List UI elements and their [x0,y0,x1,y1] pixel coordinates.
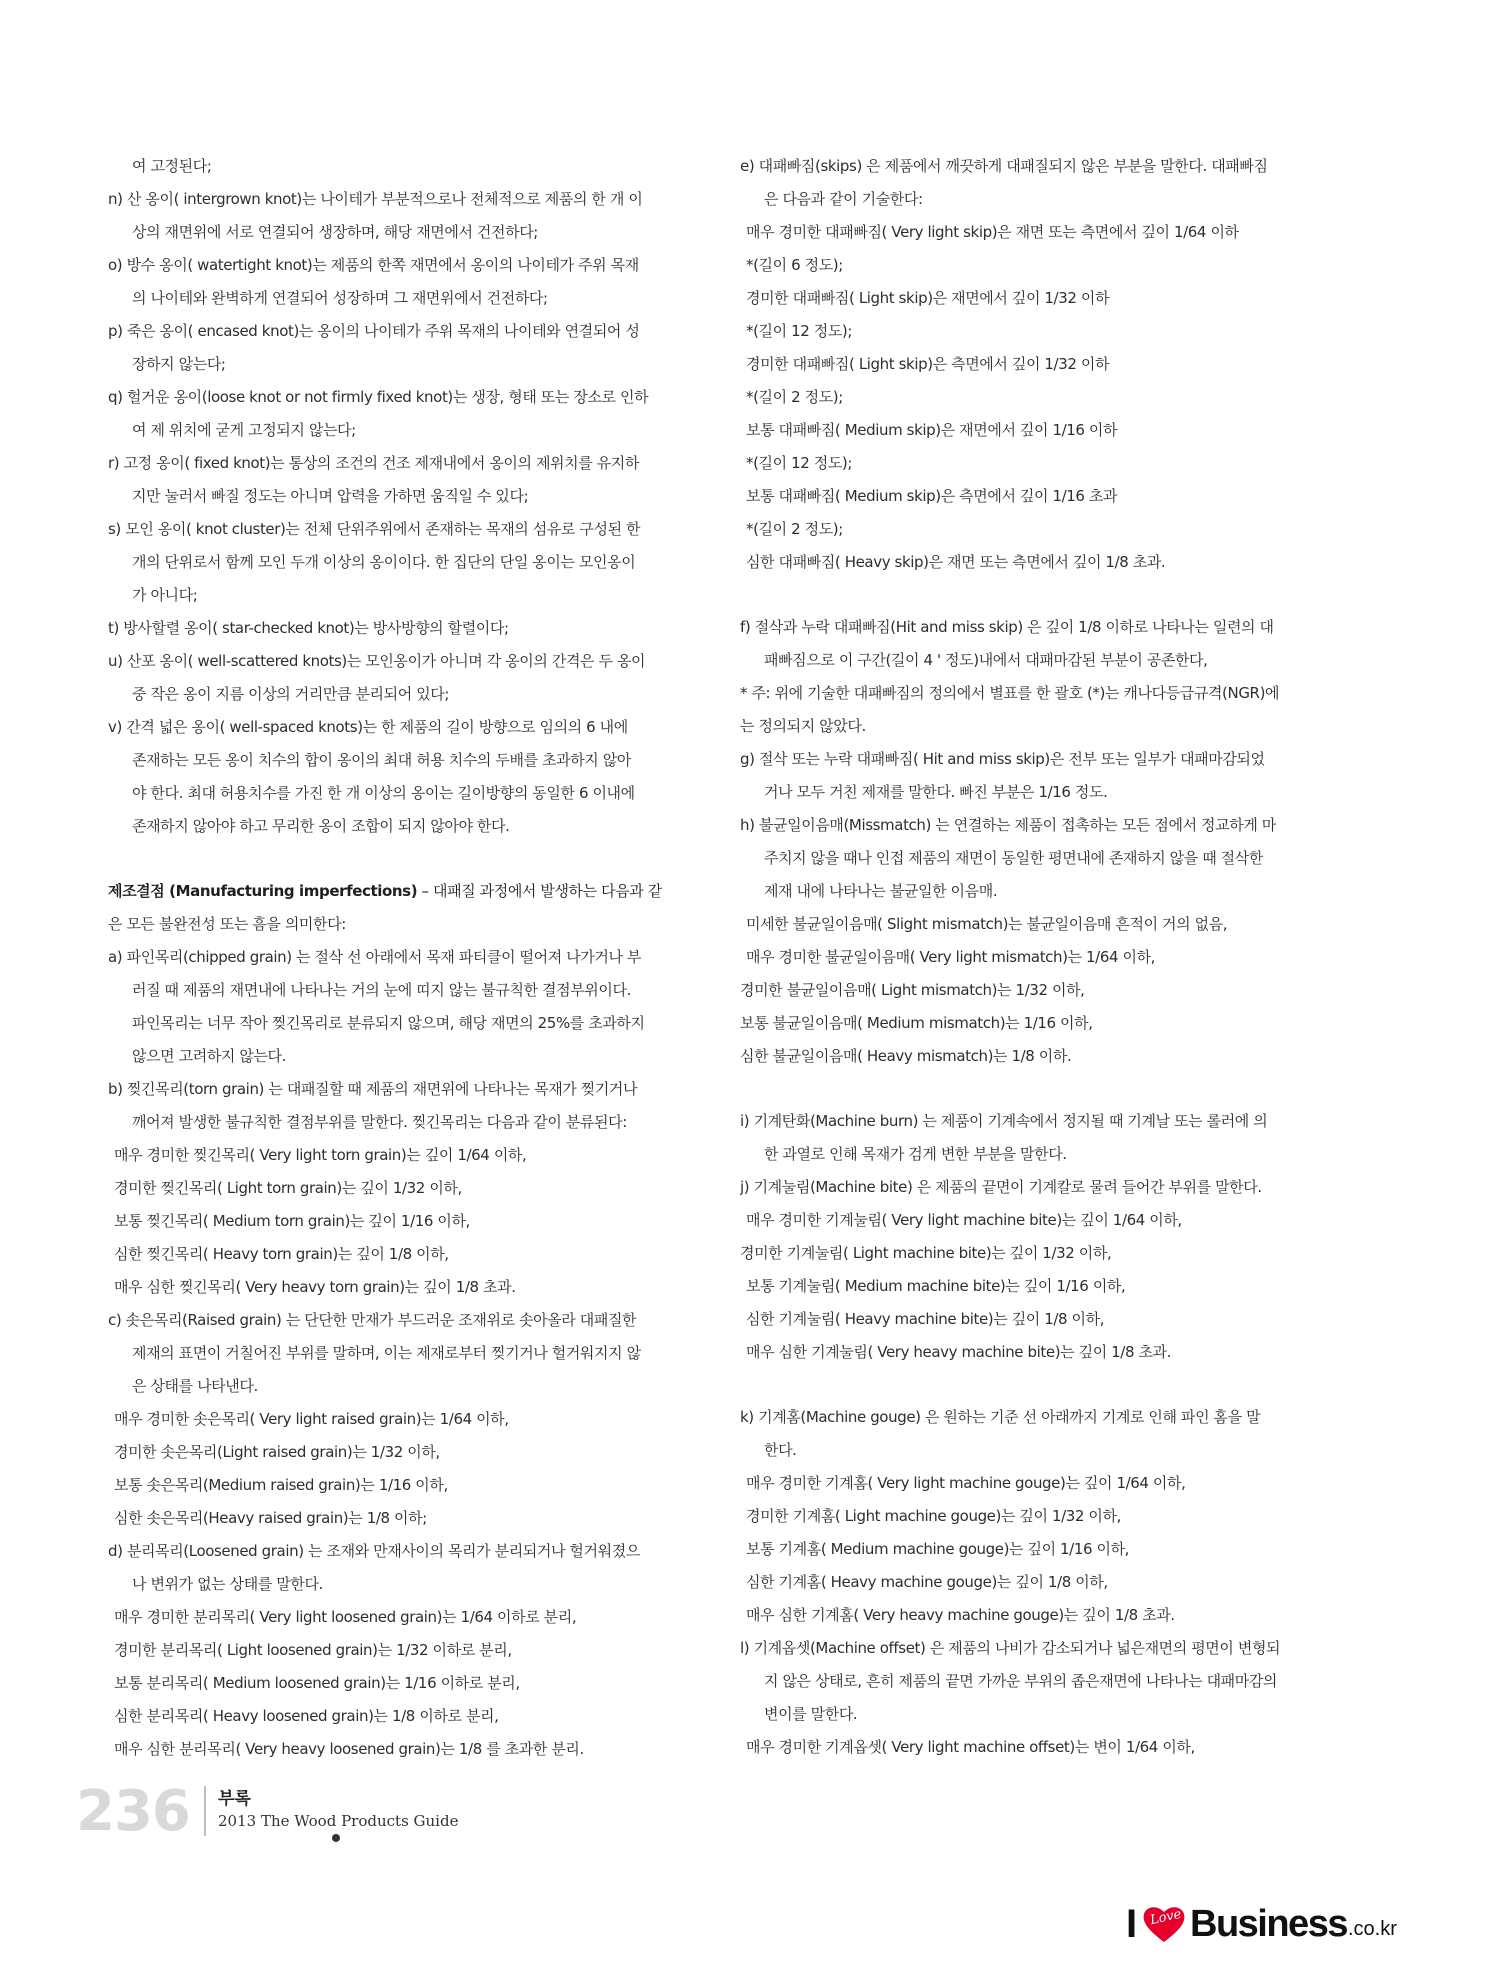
text-line: *(길이 2 정도); [746,520,843,538]
text-line: 상의 재면위에 서로 연결되어 생장하며, 해당 재면에서 건전하다; [132,223,538,241]
text-line: 은 상태를 나타낸다. [132,1377,258,1395]
brand-letter-i: I [1126,1902,1138,1946]
text-line: 보통 솟은목리(Medium raised grain)는 1/16 이하, [114,1476,448,1494]
text-line: 제재 내에 나타나는 불균일한 이음매. [764,882,998,900]
text-line: u) 산포 옹이( well-scattered knots)는 모인옹이가 아니며 각 옹이의 간격은 두 옹이 [108,652,646,670]
text-line: 보통 기계홈( Medium machine gouge)는 깊이 1/16 이하, [746,1540,1130,1558]
text-line: 경미한 불균일이음매( Light mismatch)는 1/32 이하, [740,981,1085,999]
text-line: 한 과열로 인해 목재가 검게 변한 부분을 말한다. [764,1145,1067,1163]
text-line: 패빠짐으로 이 구간(길이 4 ' 정도)내에서 대패마감된 부분이 공존한다, [764,651,1208,669]
text-line: e) 대패빠짐(skips) 은 제품에서 깨끗하게 대패질되지 않은 부분을 말한다. 대패빠짐 [740,157,1268,175]
text-line: 경미한 기계홈( Light machine gouge)는 깊이 1/32 이하, [746,1507,1121,1525]
text-line: h) 불균일이음매(Missmatch) 는 연결하는 제품이 접촉하는 모든 점에서 정교하게 마 [740,816,1276,834]
section-label: 부록 [218,1789,251,1809]
guide-title: 2013 The Wood Products Guide [218,1812,459,1830]
text-line: 가 아니다; [132,586,198,604]
text-line: 심한 찢긴목리( Heavy torn grain)는 깊이 1/8 이하, [114,1245,449,1263]
text-line: 미세한 불균일이음매( Slight mismatch)는 불균일이음매 흔적이 거의 없음, [746,915,1228,933]
text-line: * 주: 위에 기술한 대패빠짐의 정의에서 별표를 한 괄호 (*)는 캐나다등급규격(NGR)에 [740,684,1280,702]
text-line: 심한 대패빠짐( Heavy skip)은 재면 또는 측면에서 깊이 1/8 초과. [746,553,1166,571]
text-line: 보통 찢긴목리( Medium torn grain)는 깊이 1/16 이하, [114,1212,470,1230]
text-line: f) 절삭과 누락 대패빠짐(Hit and miss skip) 은 깊이 1/8 이하로 나타나는 일련의 대 [740,618,1274,636]
text-line: 심한 불균일이음매( Heavy mismatch)는 1/8 이하. [740,1047,1072,1065]
text-line: 지 않은 상태로, 흔히 제품의 끝면 가까운 부위의 좁은재면에 나타나는 대패마감의 [764,1672,1278,1690]
text-line: 매우 경미한 찢긴목리( Very light torn grain)는 깊이 1/64 이하, [114,1146,527,1164]
text-line: 보통 대패빠짐( Medium skip)은 재면에서 깊이 1/16 이하 [746,421,1118,439]
text-line: 깨어져 발생한 불규칙한 결점부위를 말한다. 찢긴목리는 다음과 같이 분류된다: [132,1113,627,1131]
text-line: 은 모든 불완전성 또는 흠을 의미한다: [108,915,346,933]
text-line: r) 고정 옹이( fixed knot)는 통상의 조건의 건조 제재내에서 옹이의 제위치를 유지하 [108,454,639,472]
section-heading-rest: – 대패질 과정에서 발생하는 다음과 같 [417,882,662,900]
text-line: 심한 기계홈( Heavy machine gouge)는 깊이 1/8 이하, [746,1573,1108,1591]
blank-line [108,843,704,875]
section-heading [108,875,704,908]
text-line: 중 작은 옹이 지름 이상의 거리만큼 분리되어 있다; [132,685,450,703]
text-line: 보통 불균일이음매( Medium mismatch)는 1/16 이하, [740,1014,1093,1032]
text-line: g) 절삭 또는 누락 대패빠짐( Hit and miss skip)은 전부 또는 일부가 대패마감되었 [740,750,1265,768]
text-line: t) 방사할렬 옹이( star-checked knot)는 방사방향의 할렬이다; [108,619,509,637]
text-line: *(길이 2 정도); [746,388,843,406]
brand-domain: .co.kr [1348,1918,1397,1940]
footer-divider [204,1786,206,1836]
text-line: p) 죽은 옹이( encased knot)는 옹이의 나이테가 주위 목재의 나이테와 연결되어 성 [108,322,640,340]
text-line: *(길이 6 정도); [746,256,843,274]
footer-dot [332,1834,340,1842]
text-line: 매우 심한 찢긴목리( Very heavy torn grain)는 깊이 1/8 초과. [114,1278,516,1296]
text-line: 매우 심한 분리목리( Very heavy loosened grain)는 1/8 를 초과한 분리. [114,1740,584,1758]
text-line: 경미한 솟은목리(Light raised grain)는 1/32 이하, [114,1443,440,1461]
text-line: 매우 심한 기계눌림( Very heavy machine bite)는 깊이 1/8 초과. [746,1343,1172,1361]
text-line: i) 기계탄화(Machine burn) 는 제품이 기계속에서 정지될 때 기계날 또는 롤러에 의 [740,1112,1268,1130]
text-line: q) 헐거운 옹이(loose knot or not firmly fixed knot)는 생장, 형태 또는 장소로 인하 [108,388,649,406]
text-line: 매우 경미한 기계눌림( Very light machine bite)는 깊이 1/64 이하, [746,1211,1182,1229]
text-line: 매우 경미한 기계홈( Very light machine gouge)는 깊이 1/64 이하, [746,1474,1186,1492]
text-line: 파인목리는 너무 작아 찢긴목리로 분류되지 않으며, 해당 재면의 25%를 초과하지 [132,1014,645,1032]
text-line: 경미한 찢긴목리( Light torn grain)는 깊이 1/32 이하, [114,1179,462,1197]
text-line: c) 솟은목리(Raised grain) 는 단단한 만재가 부드러운 조재위로 솟아올라 대패질한 [108,1311,637,1329]
text-line: 개의 단위로서 함께 모인 두개 이상의 옹이이다. 한 집단의 단일 옹이는 모인옹이 [132,553,636,571]
text-line: 보통 기계눌림( Medium machine bite)는 깊이 1/16 이하, [746,1277,1126,1295]
text-line: 경미한 대패빠짐( Light skip)은 재면에서 깊이 1/32 이하 [746,289,1110,307]
section-heading-title: 제조결점 (Manufacturing imperfections) [108,882,418,900]
text-line: 야 한다. 최대 허용치수를 가진 한 개 이상의 옹이는 길이방향의 동일한 6 이내에 [132,784,635,802]
text-line: 의 나이테와 완벽하게 연결되어 성장하며 그 재면위에서 건전하다; [132,289,548,307]
text-line: 여 제 위치에 굳게 고정되지 않는다; [132,421,356,439]
brand-love: Love [1148,1906,1183,1929]
text-line: o) 방수 옹이( watertight knot)는 제품의 한쪽 재면에서 옹이의 나이테가 주위 목재 [108,256,639,274]
brand-logo [1126,1900,1426,1948]
text-line: 러질 때 제품의 재면내에 나타나는 거의 눈에 띠지 않는 불규칙한 결점부위이다. [132,981,631,999]
text-line: *(길이 12 정도); [746,454,853,472]
text-line: v) 간격 넓은 옹이( well-spaced knots)는 한 제품의 길이 방향으로 임의의 6 내에 [108,718,628,736]
text-line: 장하지 않는다; [132,355,226,373]
text-line: 심한 기계눌림( Heavy machine bite)는 깊이 1/8 이하, [746,1310,1105,1328]
text-line: 매우 심한 기계홈( Very heavy machine gouge)는 깊이 1/8 초과. [746,1606,1175,1624]
text-line: *(길이 12 정도); [746,322,853,340]
text-line: s) 모인 옹이( knot cluster)는 전체 단위주위에서 존재하는 목재의 섬유로 구성된 한 [108,520,641,538]
text-line: 거나 모두 거친 제재를 말한다. 빠진 부분은 1/16 정도. [764,783,1108,801]
text-line: k) 기계홈(Machine gouge) 은 원하는 기준 선 아래까지 기계로 인해 파인 홈을 말 [740,1408,1261,1426]
page-number: 236 [76,1779,190,1844]
text-line: 존재하는 모든 옹이 치수의 합이 옹이의 최대 허용 치수의 두배를 초과하지 않아 [132,751,631,769]
text-line: 매우 경미한 기계옵셋( Very light machine offset)는 변이 1/64 이하, [746,1738,1195,1756]
text-line: 제재의 표면이 거칠어진 부위를 말하며, 이는 제재로부터 찢기거나 헐거워지지 않 [132,1344,641,1362]
text-line: n) 산 옹이( intergrown knot)는 나이테가 부분적으로나 전체적으로 제품의 한 개 이 [108,190,643,208]
text-line: 나 변위가 없는 상태를 말한다. [132,1575,323,1593]
text-line: 보통 대패빠짐( Medium skip)은 측면에서 깊이 1/16 초과 [746,487,1118,505]
text-line: 매우 경미한 솟은목리( Very light raised grain)는 1/64 이하, [114,1410,509,1428]
text-line: 않으면 고려하지 않는다. [132,1047,287,1065]
left-column [108,150,704,1766]
text-line: 매우 경미한 대패빠짐( Very light skip)은 재면 또는 측면에서 깊이 1/64 이하 [746,223,1239,241]
text-line: 경미한 대패빠짐( Light skip)은 측면에서 깊이 1/32 이하 [746,355,1110,373]
text-line: 는 정의되지 않았다. [740,717,866,735]
text-line: 은 다음과 같이 기술한다: [764,190,923,208]
text-line: 존재하지 않아야 하고 무리한 옹이 조합이 되지 않아야 한다. [132,817,510,835]
text-line: 지만 눌러서 빠질 정도는 아니며 압력을 가하면 움직일 수 있다; [132,487,529,505]
text-line: l) 기계옵셋(Machine offset) 은 제품의 나비가 감소되거나 넓은재면의 평면이 변형되 [740,1639,1281,1657]
text-line: a) 파인목리(chipped grain) 는 절삭 선 아래에서 목재 파티클이 떨어져 나가거나 부 [108,948,642,966]
text-line: 변이를 말한다. [764,1705,858,1723]
text-line: 주치지 않을 때나 인접 제품의 재면이 동일한 평면내에 존재하지 않을 때 절삭한 [764,849,1263,867]
right-column [740,150,1340,1764]
text-line: 보통 분리목리( Medium loosened grain)는 1/16 이하로 분리, [114,1674,520,1692]
text-line: 경미한 분리목리( Light loosened grain)는 1/32 이하로 분리, [114,1641,512,1659]
text-line: 매우 경미한 분리목리( Very light loosened grain)는 1/64 이하로 분리, [114,1608,577,1626]
text-line: 경미한 기계눌림( Light machine bite)는 깊이 1/32 이하, [740,1244,1112,1262]
text-line: b) 찢긴목리(torn grain) 는 대패질할 때 제품의 재면위에 나타나는 목재가 찢기거나 [108,1080,638,1098]
blank-line [740,1073,1340,1105]
text-line: 한다. [764,1441,797,1459]
text-line: d) 분리목리(Loosened grain) 는 조재와 만재사이의 목리가 분리되거나 헐거워졌으 [108,1542,640,1560]
blank-line [740,1369,1340,1401]
blank-line [740,579,1340,611]
text-line: 심한 분리목리( Heavy loosened grain)는 1/8 이하로 분리, [114,1707,499,1725]
text-line: j) 기계눌림(Machine bite) 은 제품의 끝면이 기계칼로 물려 들어간 부위를 말한다. [740,1178,1262,1196]
text-line: 심한 솟은목리(Heavy raised grain)는 1/8 이하; [114,1509,427,1527]
text-line: 여 고정된다; [132,157,212,175]
brand-name: Business [1190,1903,1347,1945]
text-line: 매우 경미한 불균일이음매( Very light mismatch)는 1/64 이하, [746,948,1156,966]
